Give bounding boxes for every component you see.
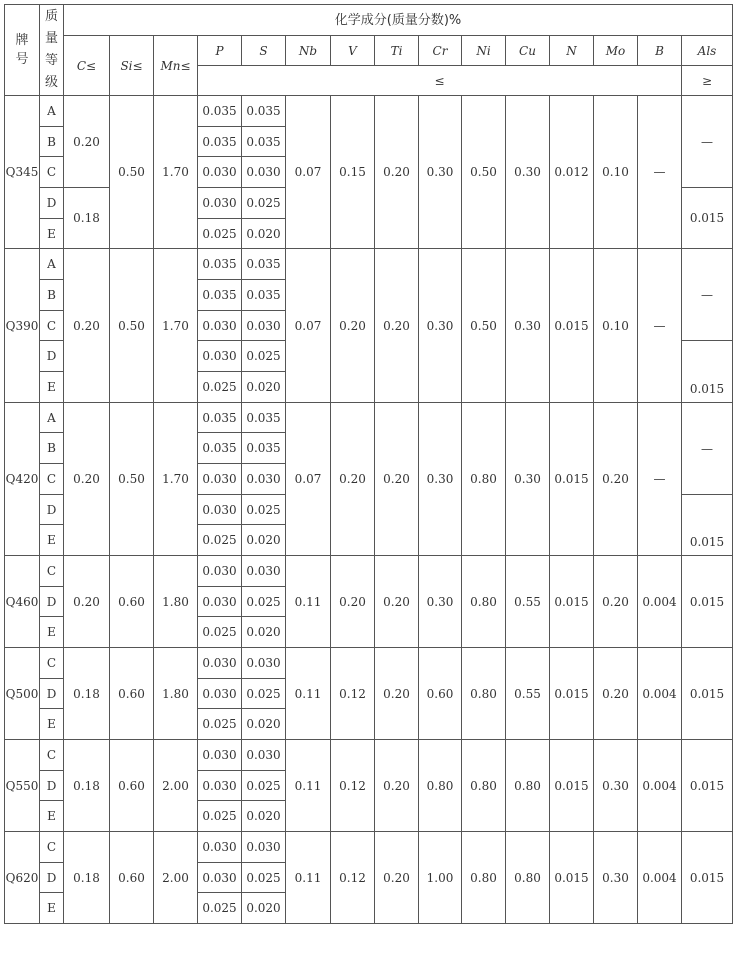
quality-level-cell: E [40,219,64,249]
silicon-value: 0.50 [110,249,154,403]
phosphorus-value: 0.035 [198,433,242,464]
phosphorus-value: 0.035 [198,403,242,433]
als-value: 0.015 [682,341,733,403]
sulfur-value: 0.025 [242,679,286,709]
element-header: B [638,36,682,66]
als-value: 0.015 [682,740,733,832]
mo-value: 0.30 [594,740,638,832]
v-value: 0.20 [331,403,375,556]
phosphorus-value: 0.030 [198,648,242,679]
b-value: 0.004 [638,556,682,648]
table-row [5,832,733,863]
b-value: — [638,249,682,403]
ni-value: 0.80 [462,556,506,648]
v-value: 0.12 [331,648,375,740]
sulfur-value: 0.025 [242,188,286,219]
phosphorus-value: 0.035 [198,127,242,157]
phosphorus-value: 0.030 [198,464,242,495]
carbon-value: 0.18 [64,188,110,249]
phosphorus-value: 0.030 [198,311,242,341]
als-value: — [682,403,733,495]
grade-cell: Q500 [5,648,40,740]
mo-value: 0.20 [594,648,638,740]
phosphorus-value: 0.030 [198,832,242,863]
v-value: 0.15 [331,96,375,249]
sulfur-value: 0.030 [242,464,286,495]
table-row [5,403,733,433]
carbon-header: C≤ [64,36,110,96]
sulfur-value: 0.020 [242,372,286,403]
nb-value: 0.11 [286,740,331,832]
ni-value: 0.80 [462,832,506,924]
sulfur-value: 0.030 [242,740,286,771]
phosphorus-value: 0.030 [198,740,242,771]
sulfur-value: 0.020 [242,219,286,249]
phosphorus-value: 0.030 [198,771,242,801]
sulfur-value: 0.030 [242,648,286,679]
ni-value: 0.50 [462,249,506,403]
element-header: Ni [462,36,506,66]
element-header: P [198,36,242,66]
manganese-value: 1.70 [154,249,198,403]
grade-cell: Q345 [5,96,40,249]
sulfur-value: 0.035 [242,249,286,280]
nb-value: 0.07 [286,403,331,556]
quality-level-cell: E [40,893,64,924]
manganese-header: Mn≤ [154,36,198,96]
als-value: 0.015 [682,648,733,740]
quality-level-cell: B [40,127,64,157]
sulfur-value: 0.035 [242,127,286,157]
element-header: N [550,36,594,66]
cu-value: 0.30 [506,96,550,249]
phosphorus-value: 0.030 [198,495,242,525]
sulfur-value: 0.020 [242,893,286,924]
sulfur-value: 0.035 [242,280,286,311]
quality-level-cell: B [40,433,64,464]
element-header: Nb [286,36,331,66]
quality-level-cell: B [40,280,64,311]
quality-level-cell: C [40,556,64,587]
cr-value: 0.30 [419,403,462,556]
ni-value: 0.50 [462,96,506,249]
sulfur-value: 0.030 [242,157,286,188]
phosphorus-value: 0.030 [198,188,242,219]
ti-value: 0.20 [375,403,419,556]
mo-value: 0.20 [594,403,638,556]
quality-level-cell: C [40,832,64,863]
als-value: 0.015 [682,832,733,924]
mo-value: 0.30 [594,832,638,924]
ti-value: 0.20 [375,249,419,403]
carbon-value: 0.18 [64,648,110,740]
sulfur-value: 0.025 [242,341,286,372]
v-value: 0.20 [331,556,375,648]
ni-value: 0.80 [462,648,506,740]
max-limit-marker: ≤ [198,66,682,96]
element-header: Als [682,36,733,66]
ti-value: 0.20 [375,648,419,740]
chemical-composition-table [4,4,733,924]
manganese-value: 2.00 [154,832,198,924]
cu-value: 0.30 [506,403,550,556]
phosphorus-value: 0.035 [198,280,242,311]
v-value: 0.20 [331,249,375,403]
sulfur-value: 0.020 [242,525,286,556]
cr-value: 0.80 [419,740,462,832]
n-value: 0.015 [550,740,594,832]
table-row [5,648,733,679]
quality-level-cell: A [40,249,64,280]
b-value: 0.004 [638,832,682,924]
v-value: 0.12 [331,832,375,924]
quality-level-cell: E [40,709,64,740]
table-row [5,249,733,280]
grade-cell: Q460 [5,556,40,648]
quality-level-cell: D [40,188,64,219]
quality-level-cell: C [40,464,64,495]
cu-value: 0.55 [506,648,550,740]
carbon-value: 0.18 [64,832,110,924]
n-value: 0.012 [550,96,594,249]
carbon-value: 0.20 [64,403,110,556]
silicon-value: 0.60 [110,556,154,648]
element-header: S [242,36,286,66]
grade-header: 牌号 [5,5,40,96]
v-value: 0.12 [331,740,375,832]
phosphorus-value: 0.035 [198,96,242,127]
element-header: Mo [594,36,638,66]
silicon-value: 0.60 [110,648,154,740]
nb-value: 0.07 [286,249,331,403]
manganese-value: 1.80 [154,556,198,648]
n-value: 0.015 [550,648,594,740]
ni-value: 0.80 [462,740,506,832]
nb-value: 0.11 [286,556,331,648]
cu-value: 0.55 [506,556,550,648]
quality-level-cell: C [40,648,64,679]
element-header: V [331,36,375,66]
als-value: — [682,249,733,341]
ni-value: 0.80 [462,403,506,556]
sulfur-value: 0.020 [242,801,286,832]
grade-cell: Q620 [5,832,40,924]
silicon-value: 0.50 [110,96,154,249]
phosphorus-value: 0.025 [198,617,242,648]
als-value: 0.015 [682,556,733,648]
quality-level-cell: D [40,495,64,525]
table-row [5,740,733,771]
carbon-value: 0.20 [64,556,110,648]
silicon-value: 0.50 [110,403,154,556]
n-value: 0.015 [550,832,594,924]
phosphorus-value: 0.030 [198,556,242,587]
quality-level-cell: D [40,863,64,893]
table-row [5,96,733,127]
sulfur-value: 0.030 [242,311,286,341]
sulfur-value: 0.035 [242,96,286,127]
cr-value: 0.60 [419,648,462,740]
phosphorus-value: 0.035 [198,249,242,280]
carbon-value: 0.20 [64,96,110,188]
cr-value: 1.00 [419,832,462,924]
carbon-value: 0.18 [64,740,110,832]
als-value: 0.015 [682,495,733,556]
phosphorus-value: 0.030 [198,679,242,709]
element-header: Ti [375,36,419,66]
ti-value: 0.20 [375,96,419,249]
carbon-value: 0.20 [64,249,110,403]
phosphorus-value: 0.030 [198,341,242,372]
quality-level-cell: E [40,801,64,832]
table-row [5,556,733,587]
ti-value: 0.20 [375,556,419,648]
quality-level-cell: D [40,587,64,617]
element-header: Cu [506,36,550,66]
element-header: Cr [419,36,462,66]
phosphorus-value: 0.025 [198,372,242,403]
phosphorus-value: 0.025 [198,219,242,249]
manganese-value: 1.70 [154,96,198,249]
cu-value: 0.80 [506,832,550,924]
b-value: 0.004 [638,740,682,832]
phosphorus-value: 0.030 [198,587,242,617]
b-value: — [638,403,682,556]
sulfur-value: 0.030 [242,832,286,863]
sulfur-value: 0.035 [242,433,286,464]
silicon-header: Si≤ [110,36,154,96]
composition-title: 化学成分(质量分数)% [64,5,733,36]
als-value: 0.015 [682,188,733,249]
manganese-value: 1.80 [154,648,198,740]
grade-cell: Q390 [5,249,40,403]
quality-level-cell: E [40,617,64,648]
n-value: 0.015 [550,403,594,556]
sulfur-value: 0.025 [242,863,286,893]
sulfur-value: 0.020 [242,617,286,648]
cr-value: 0.30 [419,96,462,249]
silicon-value: 0.60 [110,832,154,924]
grade-cell: Q420 [5,403,40,556]
nb-value: 0.07 [286,96,331,249]
n-value: 0.015 [550,556,594,648]
quality-level-cell: D [40,341,64,372]
phosphorus-value: 0.030 [198,157,242,188]
quality-level-cell: E [40,372,64,403]
mo-value: 0.20 [594,556,638,648]
quality-level-header: 质量等级 [40,5,64,96]
sulfur-value: 0.025 [242,495,286,525]
phosphorus-value: 0.030 [198,863,242,893]
sulfur-value: 0.025 [242,771,286,801]
quality-level-cell: C [40,157,64,188]
quality-level-cell: E [40,525,64,556]
phosphorus-value: 0.025 [198,893,242,924]
als-value: — [682,96,733,188]
cr-value: 0.30 [419,249,462,403]
quality-level-cell: A [40,96,64,127]
quality-level-cell: A [40,403,64,433]
quality-level-cell: D [40,771,64,801]
phosphorus-value: 0.025 [198,525,242,556]
quality-level-cell: D [40,679,64,709]
b-value: — [638,96,682,249]
sulfur-value: 0.030 [242,556,286,587]
grade-cell: Q550 [5,740,40,832]
sulfur-value: 0.020 [242,709,286,740]
silicon-value: 0.60 [110,740,154,832]
cu-value: 0.30 [506,249,550,403]
nb-value: 0.11 [286,648,331,740]
sulfur-value: 0.035 [242,403,286,433]
cr-value: 0.30 [419,556,462,648]
b-value: 0.004 [638,648,682,740]
mo-value: 0.10 [594,96,638,249]
ti-value: 0.20 [375,740,419,832]
sulfur-value: 0.025 [242,587,286,617]
min-limit-marker: ≥ [682,66,733,96]
n-value: 0.015 [550,249,594,403]
manganese-value: 2.00 [154,740,198,832]
quality-level-cell: C [40,311,64,341]
nb-value: 0.11 [286,832,331,924]
mo-value: 0.10 [594,249,638,403]
cu-value: 0.80 [506,740,550,832]
phosphorus-value: 0.025 [198,709,242,740]
ti-value: 0.20 [375,832,419,924]
quality-level-cell: C [40,740,64,771]
manganese-value: 1.70 [154,403,198,556]
phosphorus-value: 0.025 [198,801,242,832]
